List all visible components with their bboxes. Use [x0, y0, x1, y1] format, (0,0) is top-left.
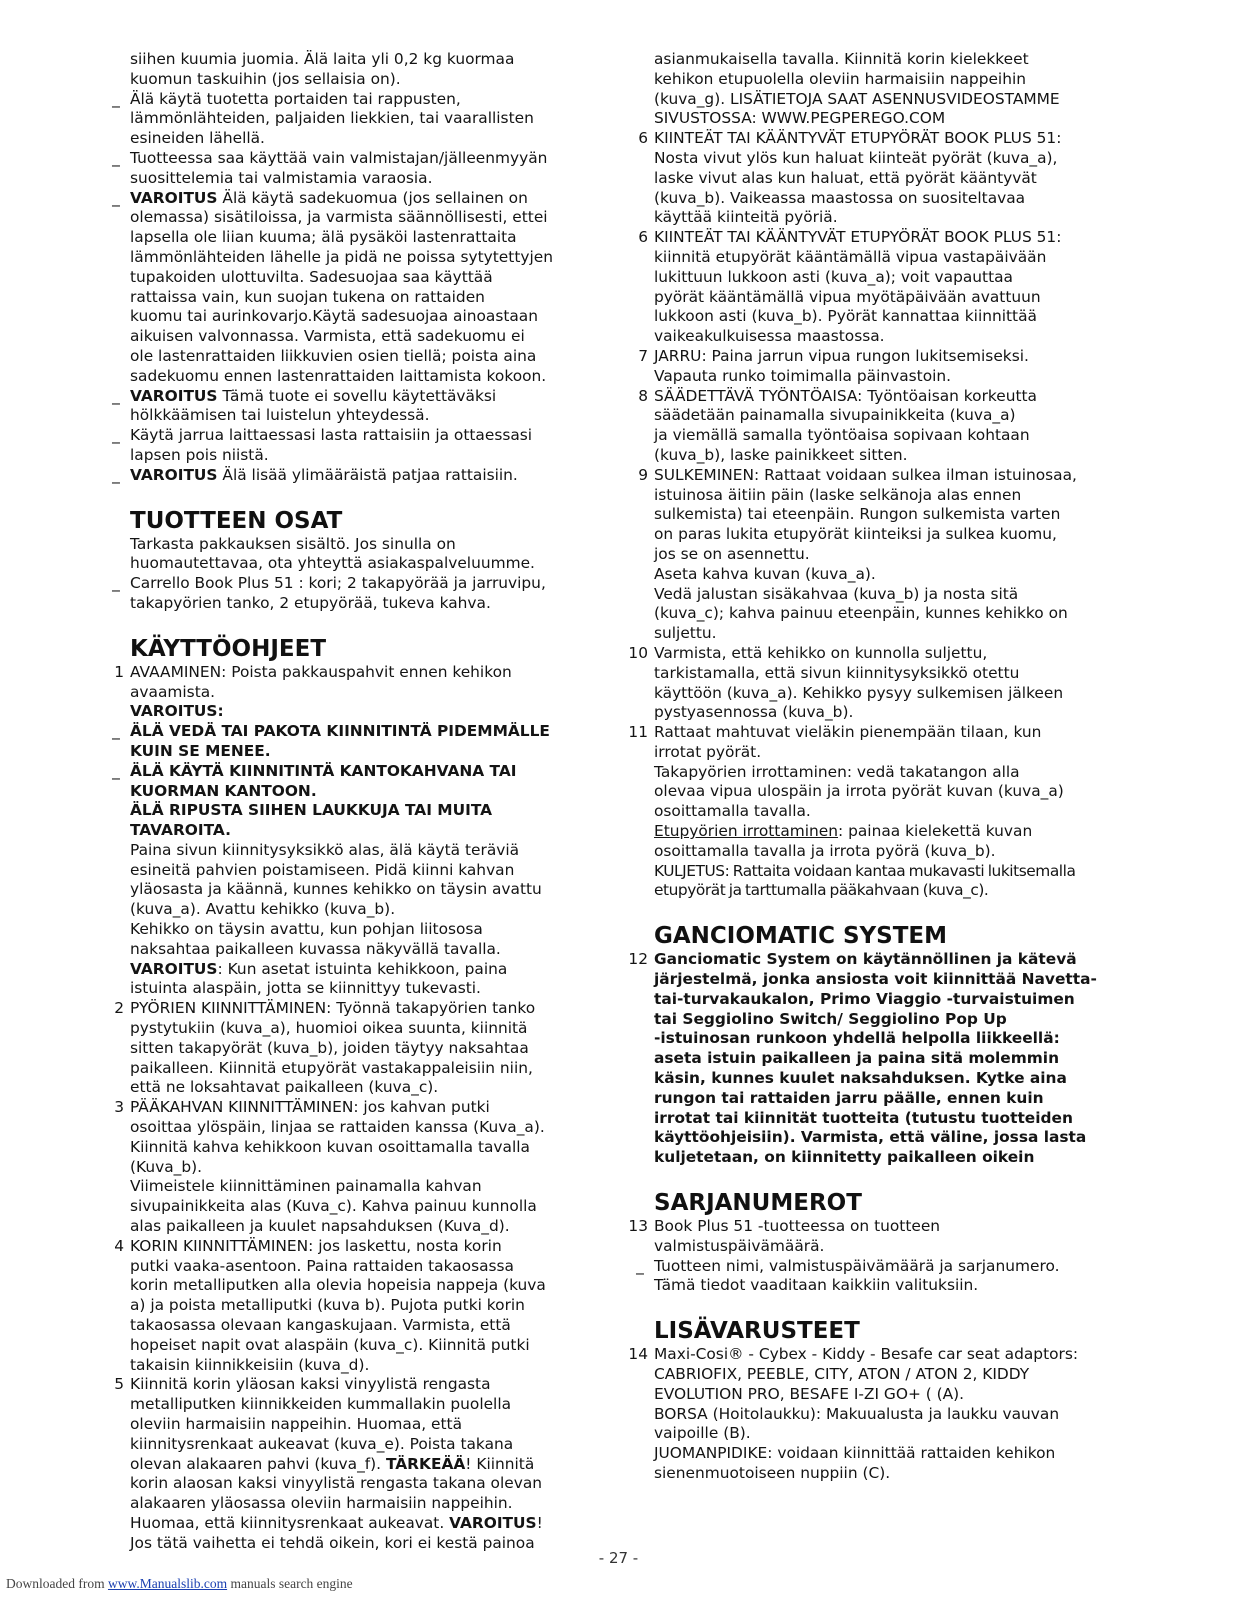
bullet-item: [108, 762, 594, 841]
paragraph: [108, 535, 594, 575]
bullet-marker: _: [636, 1256, 644, 1275]
step-number: 6: [638, 228, 648, 247]
item-text: SULKEMINEN: Rattaat voidaan sulkea ilman istuinosaa, istuinosa äitiin päin (laske selkänoja alas ennen sulkemista) tai eteenpäin. Rungon sulkemista varten on paras lukita etupyörät kiinteiksi ja sulkea kuomu, jos se on asennettu. Aseta kahva kuvan (kuva_a). Vedä jalustan sisäkahvaa (kuva_b) ja nosta sitä (kuva_c); kahva painuu eteenpäin, kunnes kehikko on suljettu.: [654, 465, 1077, 643]
step-number: 11: [628, 723, 648, 742]
bullet-item: [108, 387, 594, 427]
manualslib-link[interactable]: www.Manualslib.com: [107, 1576, 228, 1591]
item-text: Älä lisää ylimääräistä patjaa rattaisiin.: [217, 465, 518, 484]
paragraph: [632, 862, 1132, 902]
download-footer: [6, 1574, 353, 1594]
paragraph: [108, 50, 594, 90]
numbered-step: [632, 228, 1132, 347]
numbered-step: [108, 1375, 594, 1553]
paragraph: [108, 702, 594, 722]
item-text: Käytä jarrua laittaessasi lasta rattaisiin ja ottaessasi lapsen pois niistä.: [130, 426, 533, 464]
numbered-step: [108, 999, 594, 1098]
item-text: Tuotteessa saa käyttää vain valmistajan/jälleenmyyän suosittelemia tai valmistamia varaosia.: [130, 148, 548, 187]
bullet-marker: _: [112, 148, 120, 167]
item-text: asianmukaisella tavalla. Kiinnitä korin kielekkeet kehikon etupuolella oleviin harmaisiin nappeihin (kuva_g). LISÄTIETOJA SAAT ASENNUSVIDEOSTAMME SIVUSTOSSA: WWW.PEGPEREGO.COM: [654, 50, 1060, 128]
warning-label: VAROITUS: [130, 188, 218, 207]
numbered-step: [628, 723, 1132, 822]
section-heading: GANCIOMATIC SYSTEM: [654, 923, 948, 950]
item-text: Paina sivun kiinnitysyksikkö alas, älä käytä teräviä esineitä pahvien poistamiseen. Pidä kiinni kahvan yläosasta ja käännä, kunnes kehikko on täysin avattu (kuva_a). Avattu kehikko (kuva_b). Kehikko on täysin avattu, kun pohjan liitososa naksahtaa paikalleen kuvassa näkyvällä tavalla.: [130, 840, 542, 958]
step-number: 2: [114, 999, 124, 1018]
numbered-step: [632, 466, 1132, 644]
bullet-item: [108, 722, 594, 762]
section-spacer: [108, 614, 594, 635]
item-text: SÄÄDETTÄVÄ TYÖNTÖAISA: Työntöaisan korkeutta säädetään painamalla sivupainikkeita (kuva_a) ja viemällä samalla työntöaisa sopivaan kohtaan (kuva_b), laske painikkeet sitten.: [654, 386, 1037, 464]
item-text: Tämä tuote ei sovellu käytettäväksi hölkkäämisen tai luistelun yhteydessä.: [130, 386, 497, 425]
section-heading: LISÄVARUSTEET: [654, 1318, 860, 1345]
important-label: TÄRKEÄÄ: [385, 1454, 466, 1473]
step-number: 13: [628, 1217, 648, 1236]
step-number: 12: [628, 950, 648, 969]
bullet-item: [632, 1257, 1132, 1297]
item-text: ÄLÄ KÄYTÄ KIINNITINTÄ KANTOKAHVANA TAI KUORMAN KANTOON. ÄLÄ RIPUSTA SIIHEN LAUKKUJA TAI MUITA TAVAROITA.: [130, 761, 517, 840]
section-heading: SARJANUMEROT: [654, 1190, 862, 1217]
bullet-marker: _: [112, 89, 120, 108]
step-number: 9: [638, 465, 648, 484]
section-spacer: [108, 486, 594, 507]
left-column: [108, 50, 594, 1554]
item-text: : Kun asetat istuinta kehikkoon, paina istuinta alaspäin, jotta se kiinnittyy tukevasti.: [130, 959, 508, 998]
step-number: 7: [638, 346, 648, 365]
numbered-step: [628, 643, 1132, 723]
item-text: : painaa kielekettä kuvan osoittamalla tavalla ja irrota pyörä (kuva_b).: [654, 822, 1033, 860]
step-number: 4: [114, 1236, 124, 1255]
underlined-term: Etupyörien irrottaminen: [654, 822, 839, 841]
item-text: Tuotteen nimi, valmistuspäivämäärä ja sarjanumero. Tämä tiedot vaaditaan kaikkiin valituksiin.: [654, 1256, 1060, 1295]
item-text: Kiinnitä korin yläosan kaksi vinyylistä rengasta metalliputken kiinnikkeiden kummallakin puolella oleviin harmaisiin nappeihin. Huomaa, että kiinnitysrenkaat aukeavat (kuva_e). Poista takana olevan alakaaren pahvi (kuva_f).: [130, 1375, 514, 1473]
bullet-marker: _: [112, 574, 120, 593]
step-number: 3: [114, 1098, 124, 1117]
item-text: Ganciomatic System on käytännöllinen ja kätevä järjestelmä, jonka ansiosta voit kiinnittää Navetta- tai-turvakaukalon, Primo Viaggio -turvaistuimen tai Seggiolino Switch/ Seggiolino Pop Up -istuinosan runkoon yhdellä helpolla liikkeellä: aseta istuin paikalleen ja paina sitä molemmin käsin, kunnes kuulet naksahduksen. Kytke aina rungon tai rattaiden jarru päälle, ennen kuin irrotat tai kiinnität tuotteita (tutustu tuotteiden käyttöohjeisiin). Varmista, että väline, jossa lasta kuljetetaan, on kiinnitetty paikalleen oikein: [654, 950, 1097, 1167]
warning-label: VAROITUS: [449, 1513, 537, 1532]
bullet-marker: _: [112, 426, 120, 445]
item-text: KIINTEÄT TAI KÄÄNTYVÄT ETUPYÖRÄT BOOK PLUS 51: Nosta vivut ylös kun haluat kiinteät pyörät (kuva_a), laske vivut alas kun haluat, että pyörät kääntyvät (kuva_b). Vaikeassa maastossa on suositeltavaa käyttää kiinteitä pyöriä.: [654, 129, 1062, 227]
numbered-step: [628, 1217, 1132, 1257]
bullet-item: [108, 90, 594, 149]
step-number: 8: [638, 386, 648, 405]
step-number: 10: [628, 643, 648, 662]
item-text: KULJETUS: Rattaita voidaan kantaa mukavasti lukitsemalla etupyörät ja tarttumalla pääkahvaan (kuva_c).: [654, 861, 1076, 900]
warning-label: VAROITUS: [130, 465, 218, 484]
item-text: Book Plus 51 -tuotteessa on tuotteen valmistuspäivämäärä.: [654, 1217, 941, 1255]
numbered-step: [108, 1237, 594, 1376]
warning-label: VAROITUS: [130, 386, 218, 405]
item-text: KIINTEÄT TAI KÄÄNTYVÄT ETUPYÖRÄT BOOK PLUS 51: kiinnitä etupyörät kääntämällä vipua vastapäivään lukittuun lukkoon asti (kuva_a); voit vapauttaa pyörät kääntämällä vipua myötäpäivään avattuun lukkoon asti (kuva_b). Pyörät kannattaa kiinnittää vaikeakulkuisessa maastossa.: [654, 228, 1062, 346]
item-text: ! Kiinnitä korin alaosan kaksi vinyylistä rengasta takana olevan alakaaren yläosassa oleviin harmaisiin nappeihin. Huomaa, että kiinnitysrenkaat aukeavat.: [130, 1454, 542, 1532]
step-number: 14: [628, 1345, 648, 1364]
numbered-step: [632, 347, 1132, 387]
warning-label: VAROITUS: [130, 959, 218, 978]
bullet-marker: _: [112, 761, 120, 780]
section-spacer: [632, 1168, 1132, 1189]
item-text: PÄÄKAHVAN KIINNITTÄMINEN: jos kahvan putki osoittaa ylöspäin, linjaa se rattaiden kanssa (Kuva_a). Kiinnitä kahva kehikkoon kuvan osoittamalla tavalla (Kuva_b). Viimeistele kiinnittäminen painamalla kahvan sivupainikkeita alas (Kuva_c). Kahva painuu kunnolla alas paikalleen ja kuulet napsahduksen (Kuva_d).: [130, 1098, 545, 1236]
section-heading: TUOTTEEN OSAT: [130, 507, 343, 534]
section-spacer: [632, 901, 1132, 922]
bullet-item: [108, 189, 594, 387]
paragraph: [108, 960, 594, 1000]
item-text: KORIN KIINNITTÄMINEN: jos laskettu, nosta korin putki vaaka-asentoon. Paina rattaiden takaosassa korin metalliputken alla olevia hopeisia nappeja (kuva a) ja poista metalliputki (kuva b). Pujota putki korin takaosassa olevaan kangaskujaan. Varmista, että hopeiset napit ovat alaspäin (kuva_c). Kiinnitä putki takaisin kiinnikkeisiin (kuva_d).: [130, 1236, 546, 1374]
item-text: Älä käytä tuotetta portaiden tai rappusten, lämmönlähteiden, paljaiden liekkien, tai vaarallisten esineiden lähellä.: [130, 89, 534, 148]
bullet-item: [108, 149, 594, 189]
bullet-marker: _: [112, 386, 120, 405]
right-column: [628, 50, 1132, 1484]
item-text: Maxi-Cosi® - Cybex - Kiddy - Besafe car seat adaptors: CABRIOFIX, PEEBLE, CITY, ATON / ATON 2, KIDDY EVOLUTION PRO, BESAFE I-ZI GO+ ( (A). BORSA (Hoitolaukku): Makuualusta ja laukku vauvan vaipoille (B). JUOMANPIDIKE: voidaan kiinnittää rattaiden kehikon sienenmuotoiseen nuppiin (C).: [654, 1345, 1079, 1482]
step-number: 6: [638, 129, 648, 148]
bullet-item: [108, 426, 594, 466]
section-spacer: [632, 1296, 1132, 1317]
item-text: ! Jos tätä vaihetta ei tehdä oikein, kori ei kestä painoa: [130, 1513, 543, 1552]
step-number: 5: [114, 1375, 124, 1394]
numbered-step: [108, 663, 594, 703]
item-text: Carrello Book Plus 51 : kori; 2 takapyörää ja jarruvipu, takapyörien tanko, 2 etupyörää, tukeva kahva.: [130, 574, 546, 612]
page-number: - 27 -: [598, 1549, 639, 1567]
item-text: JARRU: Paina jarrun vipua rungon lukitsemiseksi. Vapauta runko toimimalla päinvastoin.: [654, 346, 1029, 385]
bullet-item: [108, 574, 594, 614]
paragraph: [108, 841, 594, 960]
item-text: AVAAMINEN: Poista pakkauspahvit ennen kehikon avaamista.: [130, 662, 512, 701]
numbered-step: [628, 1345, 1132, 1484]
paragraph: [632, 822, 1132, 862]
bullet-marker: _: [112, 465, 120, 484]
item-text: Varmista, että kehikko on kunnolla suljettu, tarkistamalla, että sivun kiinnitysyksikkö otettu käyttöön (kuva_a). Kehikko pysyy sulkemisen jälkeen pystyasennossa (kuva_b).: [654, 643, 1064, 722]
bullet-marker: _: [112, 722, 120, 741]
item-text: siihen kuumia juomia. Älä laita yli 0,2 kg kuormaa kuomun taskuihin (jos sellaisia on).: [130, 50, 515, 88]
item-text: Tarkasta pakkauksen sisältö. Jos sinulla on huomautettavaa, ota yhteyttä asiakaspalveluumme.: [130, 534, 535, 573]
item-text: Älä käytä sadekuomua (jos sellainen on olemassa) sisätiloissa, ja varmista säännöllisesti, ettei lapsella ole liian kuuma; älä pysäköi lastenrattaita lämmönlähteiden lähelle ja pidä ne poissa sytytettyjen tupakoiden ulottuvilta. Sadesuojaa saa käyttää rattaissa vain, kun suojan tukena on rattaiden kuomu tai aurinkovarjo.Käytä sadesuojaa ainoastaan aikuisen valvonnassa. Varmista, että sadekuomu ei ole lastenrattaiden liikkuvien osien tiellä; poista aina sadekuomu ennen lastenrattaiden laittamista kokoon.: [130, 188, 553, 385]
bullet-item: [108, 466, 594, 486]
bullet-marker: _: [112, 188, 120, 207]
item-text: Rattaat mahtuvat vieläkin pienempään tilaan, kun irrotat pyörät. Takapyörien irrottaminen: vedä takatangon alla olevaa vipua ulospäin ja irrota pyörät kuvan (kuva_a) osoittamalla tavalla.: [654, 723, 1064, 821]
item-text: VAROITUS:: [130, 702, 224, 721]
section-heading: KÄYTTÖOHJEET: [130, 635, 327, 662]
numbered-step: [632, 387, 1132, 466]
item-text: PYÖRIEN KIINNITTÄMINEN: Työnnä takapyörien tanko pystytukiin (kuva_a), huomioi oikea suunta, kiinnitä sitten takapyörät (kuva_b), joiden täytyy naksahtaa paikalleen. Kiinnitä etupyörät vastakappaleisiin niin, että ne loksahtavat paikalleen (kuva_c).: [130, 999, 536, 1097]
footer-suffix: manuals search engine: [227, 1576, 353, 1591]
paragraph: [632, 50, 1132, 129]
numbered-step: [632, 129, 1132, 228]
numbered-step: [108, 1098, 594, 1237]
step-number: 1: [114, 662, 124, 681]
item-text: ÄLÄ VEDÄ TAI PAKOTA KIINNITINTÄ PIDEMMÄLLE KUIN SE MENEE.: [130, 722, 550, 760]
numbered-step: [628, 950, 1132, 1168]
footer-prefix: Downloaded from: [6, 1576, 108, 1591]
